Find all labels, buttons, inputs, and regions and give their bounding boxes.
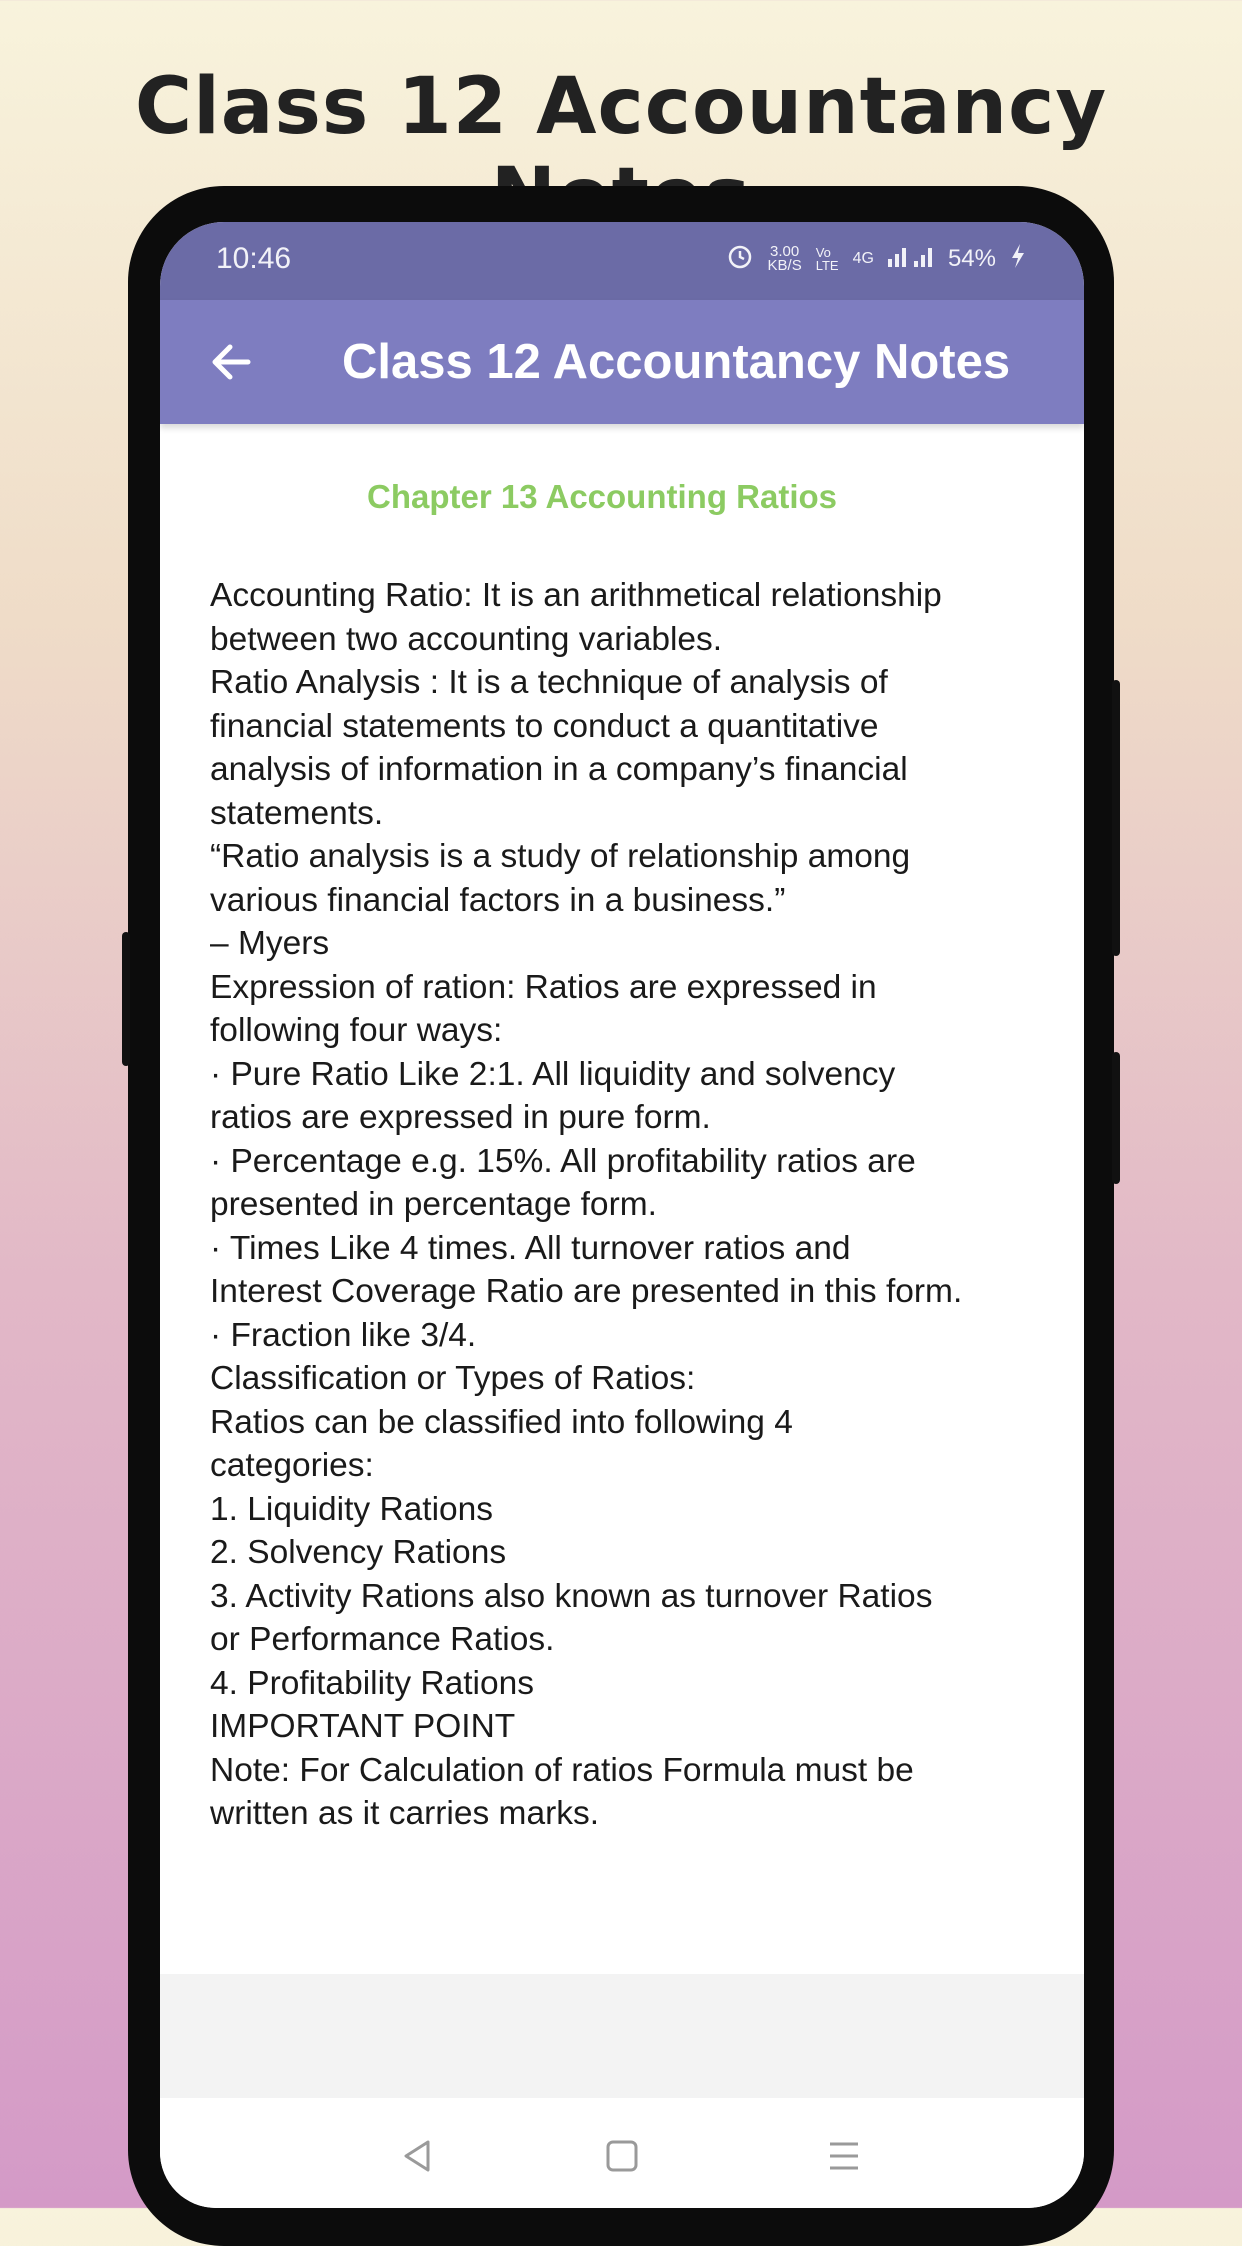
notes-line: following four ways: bbox=[210, 1012, 503, 1049]
notes-line: written as it carries marks. bbox=[210, 1795, 600, 1832]
status-time: 10:46 bbox=[216, 242, 292, 275]
notes-line: · Percentage e.g. 15%. All profitability ratios are bbox=[210, 1142, 916, 1180]
nav-home-button[interactable] bbox=[592, 2126, 652, 2186]
notes-line: – Myers bbox=[210, 925, 330, 962]
phone-side-button bbox=[122, 932, 130, 1066]
notes-line: Ratio Analysis : It is a technique of analysis of bbox=[210, 664, 888, 701]
arrow-left-icon bbox=[202, 332, 262, 392]
status-icons bbox=[726, 242, 1026, 276]
notes-line: or Performance Ratios. bbox=[210, 1621, 555, 1658]
nav-back-button[interactable] bbox=[388, 2126, 448, 2186]
net-speed-icon: 3.00 KB/S bbox=[767, 243, 802, 274]
notes-line: IMPORTANT POINT bbox=[210, 1708, 516, 1745]
battery-charging-icon bbox=[1010, 243, 1026, 275]
promo-title: Class 12 Accountancy bbox=[134, 62, 1108, 152]
menu-lines-icon bbox=[814, 2126, 874, 2186]
phone-side-button bbox=[1112, 680, 1120, 956]
network-label: 4G bbox=[852, 250, 874, 267]
notes-line: Note: For Calculation of ratios Formula must be bbox=[210, 1751, 914, 1789]
nav-menu-button[interactable] bbox=[814, 2126, 874, 2186]
notes-line: statements. bbox=[210, 794, 384, 832]
notes-line: analysis of information in a company’s financial bbox=[210, 751, 908, 788]
app-title: Class 12 Accountancy Notes bbox=[342, 335, 1011, 389]
notes-line: · Pure Ratio Like 2:1. All liquidity and solvency bbox=[210, 1055, 896, 1093]
notes-line: categories: bbox=[210, 1447, 374, 1484]
notes-line: 4. Profitability Rations bbox=[210, 1664, 534, 1702]
triangle-back-icon bbox=[388, 2126, 448, 2186]
notes-line: “Ratio analysis is a study of relationship among bbox=[210, 838, 911, 875]
phone-side-button bbox=[1112, 1052, 1120, 1184]
notes-line: · Fraction like 3/4. bbox=[210, 1316, 477, 1354]
notes-content[interactable] bbox=[160, 424, 1084, 2196]
notes-line: Expression of ration: Ratios are expressed in bbox=[210, 968, 877, 1006]
battery-percent: 54% bbox=[947, 245, 996, 272]
system-nav-bar bbox=[160, 2098, 1084, 2208]
notes-line: 1. Liquidity Rations bbox=[210, 1490, 494, 1528]
phone-screen bbox=[160, 222, 1084, 2208]
signal-icon bbox=[888, 243, 934, 275]
notes-line: Interest Coverage Ratio are presented in this form. bbox=[210, 1273, 963, 1310]
notes-line: Classification or Types of Ratios: bbox=[210, 1360, 696, 1397]
notes-line: Accounting Ratio: It is an arithmetical relationship bbox=[210, 577, 942, 614]
notes-line: various financial factors in a business.” bbox=[210, 881, 786, 919]
notes-line: between two accounting variables. bbox=[210, 620, 723, 658]
notes-line: 3. Activity Rations also known as turnover Ratios bbox=[210, 1577, 933, 1615]
alarm-icon bbox=[726, 242, 754, 276]
notes-line: ratios are expressed in pure form. bbox=[210, 1099, 711, 1136]
notes-line: 2. Solvency Rations bbox=[210, 1534, 507, 1571]
notes-line: presented in percentage form. bbox=[210, 1186, 657, 1223]
app-bar bbox=[160, 300, 1084, 424]
notes-line: · Times Like 4 times. All turnover ratios and bbox=[210, 1229, 851, 1267]
back-button[interactable] bbox=[202, 332, 262, 392]
notes-line: Ratios can be classified into following 4 bbox=[210, 1403, 793, 1441]
volte-icon: Vo LTE bbox=[815, 245, 839, 273]
bottom-panel bbox=[160, 1974, 1084, 2098]
notes-body bbox=[210, 574, 1050, 1836]
square-home-icon bbox=[592, 2126, 652, 2186]
notes-line: financial statements to conduct a quantitative bbox=[210, 707, 879, 745]
chapter-title: Chapter 13 Accounting Ratios bbox=[366, 478, 837, 515]
status-bar bbox=[160, 222, 1084, 300]
